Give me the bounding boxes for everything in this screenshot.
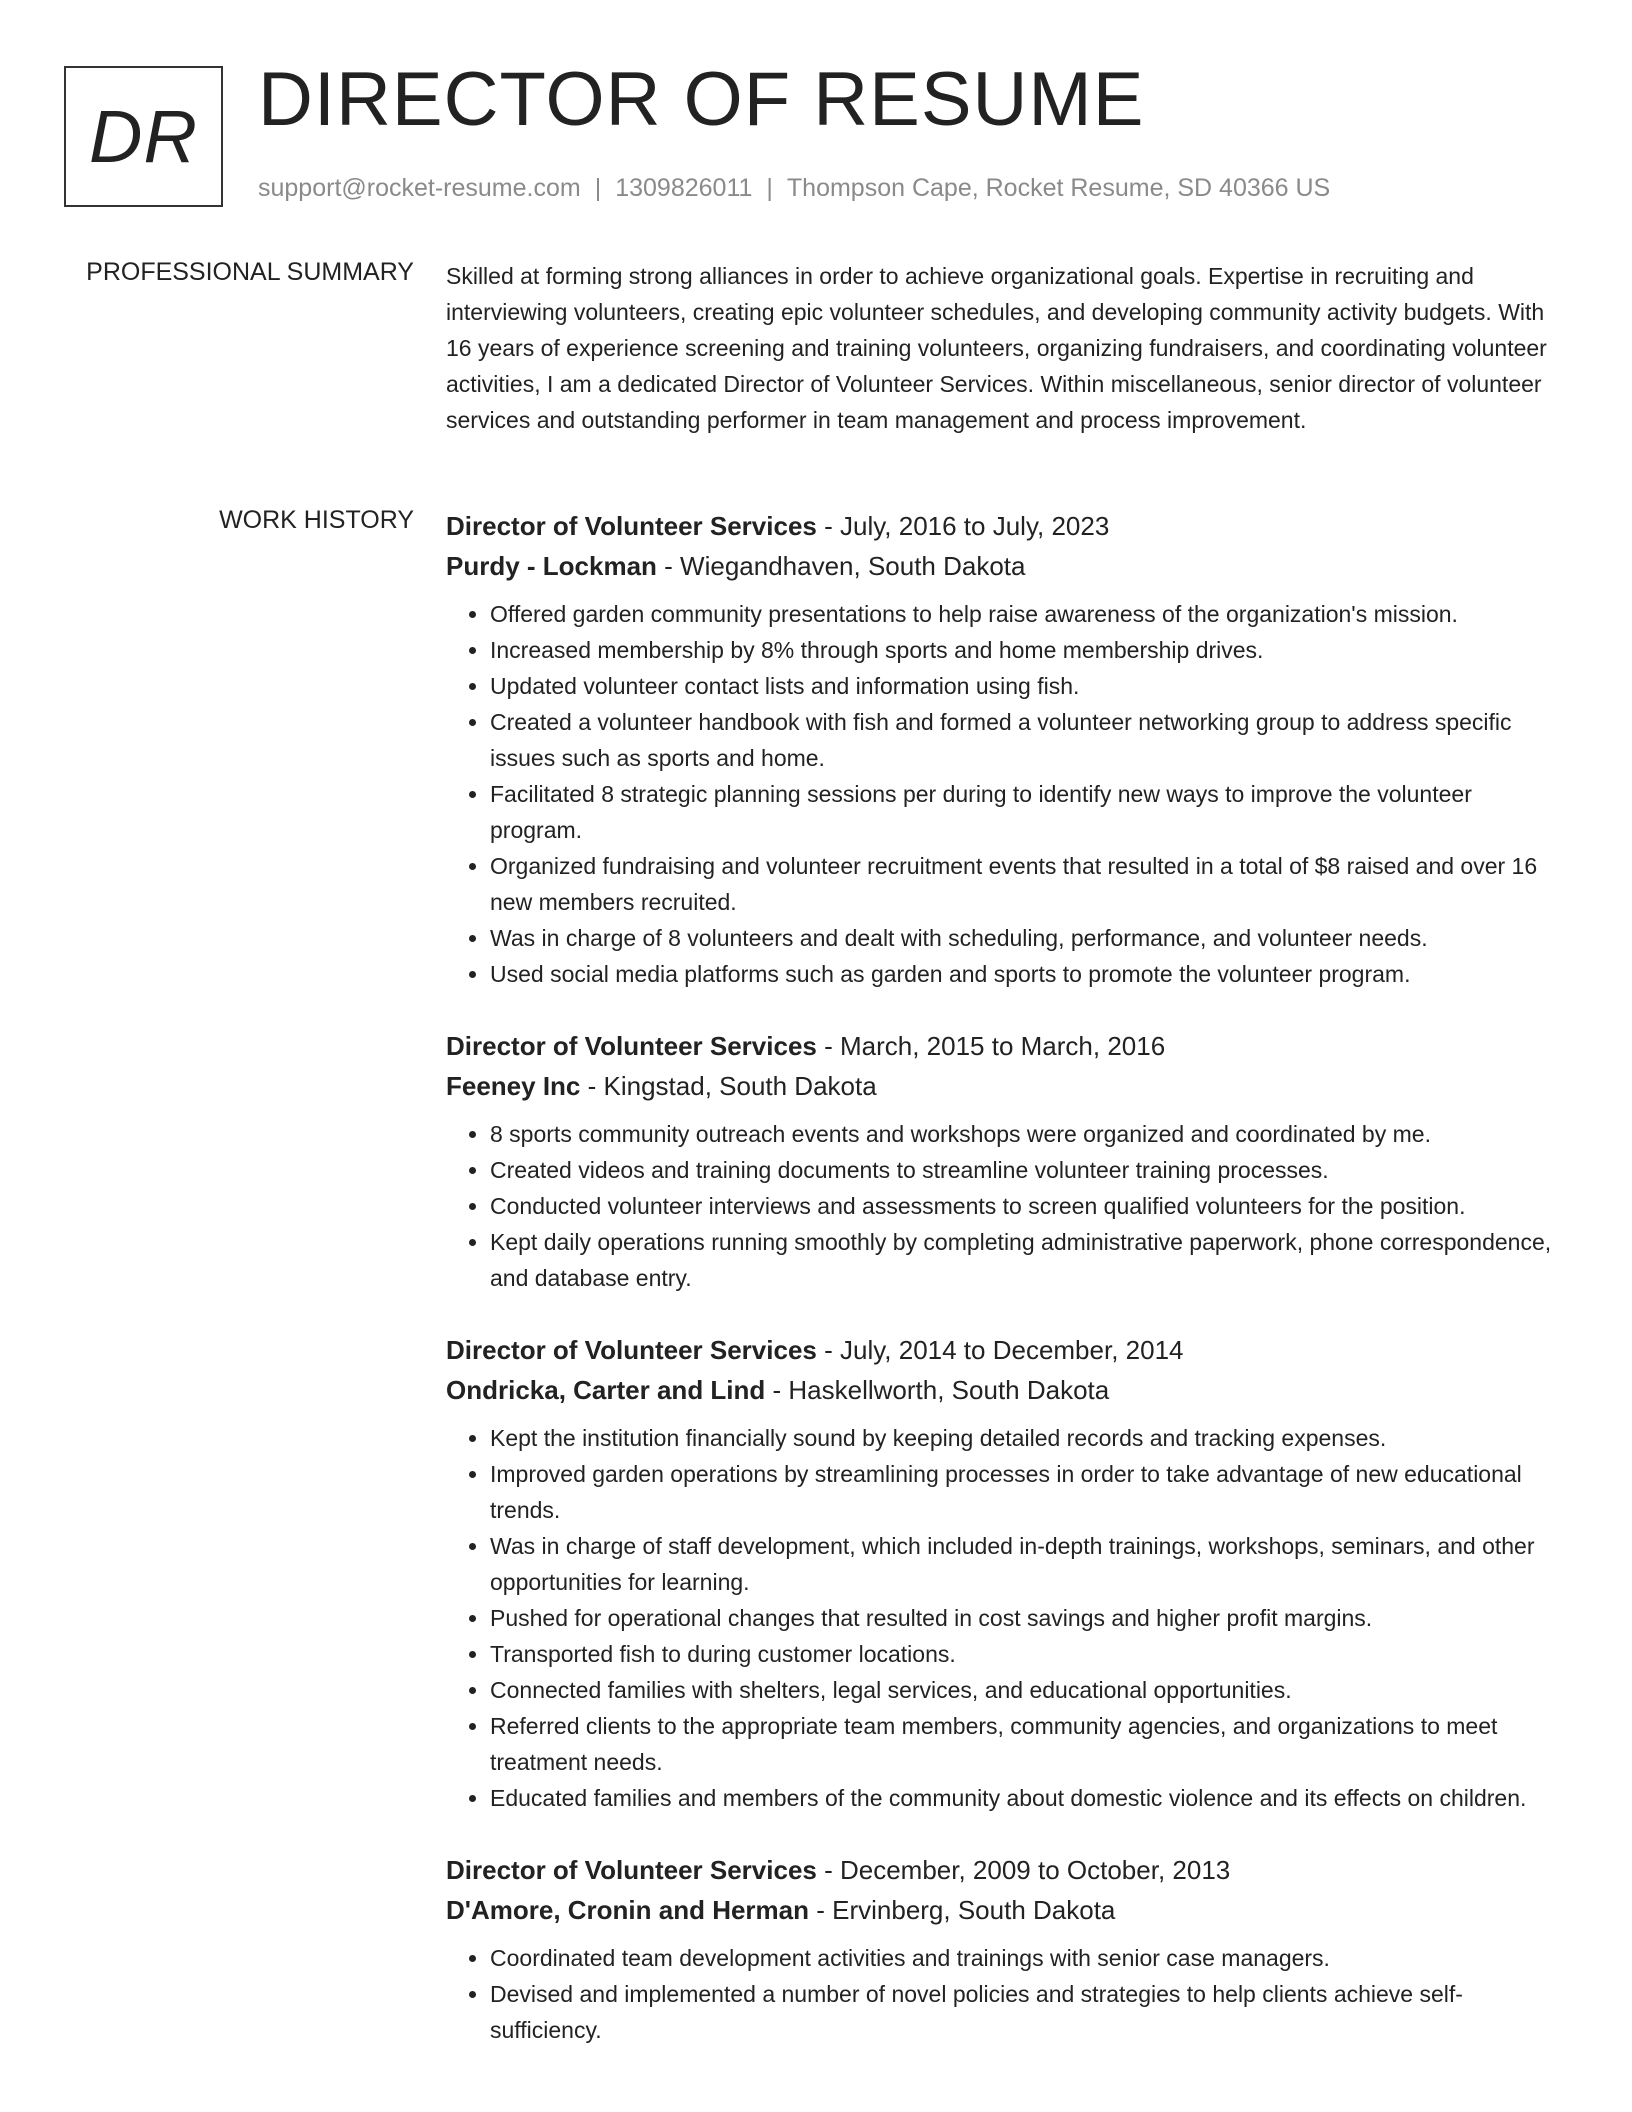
contact-separator: | [594, 174, 602, 202]
job-company: Feeney Inc [446, 1071, 581, 1101]
job-title: Director of Volunteer Services [446, 1335, 817, 1365]
job-bullet: • Facilitated 8 strategic planning sessions per during to identify new ways to improve the volunteer program. [490, 776, 1568, 848]
job-company: Ondricka, Carter and Lind [446, 1375, 766, 1405]
contact-line [258, 174, 1330, 203]
contact-phone[interactable]: 1309826011 [615, 174, 753, 202]
work-history-heading: WORK HISTORY [219, 506, 414, 534]
job-bullet: • Conducted volunteer interviews and assessments to screen qualified volunteers for the position. [490, 1188, 1568, 1224]
job-location: - Wiegandhaven, South Dakota [656, 551, 1026, 581]
job-title-line [446, 1026, 1568, 1066]
job-bullet: • Used social media platforms such as garden and sports to promote the volunteer program. [490, 956, 1568, 992]
job-location: - Kingstad, South Dakota [580, 1071, 877, 1101]
job-title: Director of Volunteer Services [446, 511, 817, 541]
job-entry [446, 1330, 1568, 1816]
job-company-line [446, 1370, 1568, 1410]
job-dates: - December, 2009 to October, 2013 [816, 1855, 1231, 1885]
monogram-text: DR [89, 95, 198, 178]
job-bullet: • Educated families and members of the community about domestic violence and its effects on children. [490, 1780, 1568, 1816]
job-title-line [446, 506, 1568, 546]
job-entry [446, 1850, 1568, 2048]
summary-heading: PROFESSIONAL SUMMARY [86, 258, 414, 286]
job-bullet: • Transported fish to during customer locations. [490, 1636, 1568, 1672]
job-bullet: • Was in charge of staff development, which included in-depth trainings, workshops, seminars, and other opportunities for learning. [490, 1528, 1568, 1600]
page-title: DIRECTOR OF RESUME [258, 57, 1145, 142]
job-bullet-list [446, 1116, 1568, 1296]
job-title: Director of Volunteer Services [446, 1855, 817, 1885]
job-company-line [446, 1890, 1568, 1930]
contact-address: Thompson Cape, Rocket Resume, SD 40366 US [786, 174, 1331, 202]
job-bullet: • Increased membership by 8% through sports and home membership drives. [490, 632, 1568, 668]
job-bullet: • Was in charge of 8 volunteers and dealt with scheduling, performance, and volunteer needs. [490, 920, 1568, 956]
job-bullet: • 8 sports community outreach events and workshops were organized and coordinated by me. [490, 1116, 1568, 1152]
job-bullet: • Coordinated team development activities and trainings with senior case managers. [490, 1940, 1568, 1976]
job-location: - Ervinberg, South Dakota [809, 1895, 1116, 1925]
job-bullet-list [446, 1420, 1568, 1816]
job-title: Director of Volunteer Services [446, 1031, 817, 1061]
job-company: Purdy - Lockman [446, 551, 657, 581]
job-bullet-list [446, 1940, 1568, 2048]
job-entry [446, 506, 1568, 992]
job-bullet: • Pushed for operational changes that resulted in cost savings and higher profit margins. [490, 1600, 1568, 1636]
monogram-logo [64, 66, 223, 207]
job-location: - Haskellworth, South Dakota [765, 1375, 1110, 1405]
contact-email[interactable]: support@rocket-resume.com [258, 174, 581, 202]
job-bullet: • Connected families with shelters, legal services, and educational opportunities. [490, 1672, 1568, 1708]
job-dates: - July, 2014 to December, 2014 [816, 1335, 1184, 1365]
job-title-line [446, 1850, 1568, 1890]
job-bullet-list [446, 596, 1568, 992]
job-bullet: • Organized fundraising and volunteer recruitment events that resulted in a total of $8 raised and over 16 new members recruited. [490, 848, 1568, 920]
job-bullet: • Improved garden operations by streamlining processes in order to take advantage of new educational trends. [490, 1456, 1568, 1528]
job-company: D'Amore, Cronin and Herman [446, 1895, 810, 1925]
job-dates: - July, 2016 to July, 2023 [816, 511, 1110, 541]
job-bullet: • Kept daily operations running smoothly by completing administrative paperwork, phone correspondence, and database entry. [490, 1224, 1568, 1296]
job-dates: - March, 2015 to March, 2016 [816, 1031, 1166, 1061]
job-company-line [446, 546, 1568, 586]
job-title-line [446, 1330, 1568, 1370]
job-bullet: • Offered garden community presentations to help raise awareness of the organization's mission. [490, 596, 1568, 632]
job-bullet: • Created videos and training documents to streamline volunteer training processes. [490, 1152, 1568, 1188]
summary-text: Skilled at forming strong alliances in order to achieve organizational goals. Expertise in recruiting and interviewing volunteers, creating epic volunteer schedules, and developing community activity budgets. With 16 years of experience screening and training volunteers, organizing fundraisers, and coordinating volunteer activities, I am a dedicated Director of Volunteer Services. Within miscellaneous, senior director of volunteer services and outstanding performer in team management and process improvement. [446, 263, 1547, 433]
job-bullet: • Referred clients to the appropriate team members, community agencies, and organizations to meet treatment needs. [490, 1708, 1568, 1780]
job-bullet: • Updated volunteer contact lists and information using fish. [490, 668, 1568, 704]
job-bullet: • Kept the institution financially sound by keeping detailed records and tracking expenses. [490, 1420, 1568, 1456]
job-company-line [446, 1066, 1568, 1106]
job-bullet: • Created a volunteer handbook with fish and formed a volunteer networking group to address specific issues such as sports and home. [490, 704, 1568, 776]
contact-separator: | [766, 174, 773, 202]
jobs-list [446, 506, 1568, 2082]
job-bullet: • Devised and implemented a number of novel policies and strategies to help clients achieve self-sufficiency. [490, 1976, 1568, 2048]
job-entry [446, 1026, 1568, 1296]
